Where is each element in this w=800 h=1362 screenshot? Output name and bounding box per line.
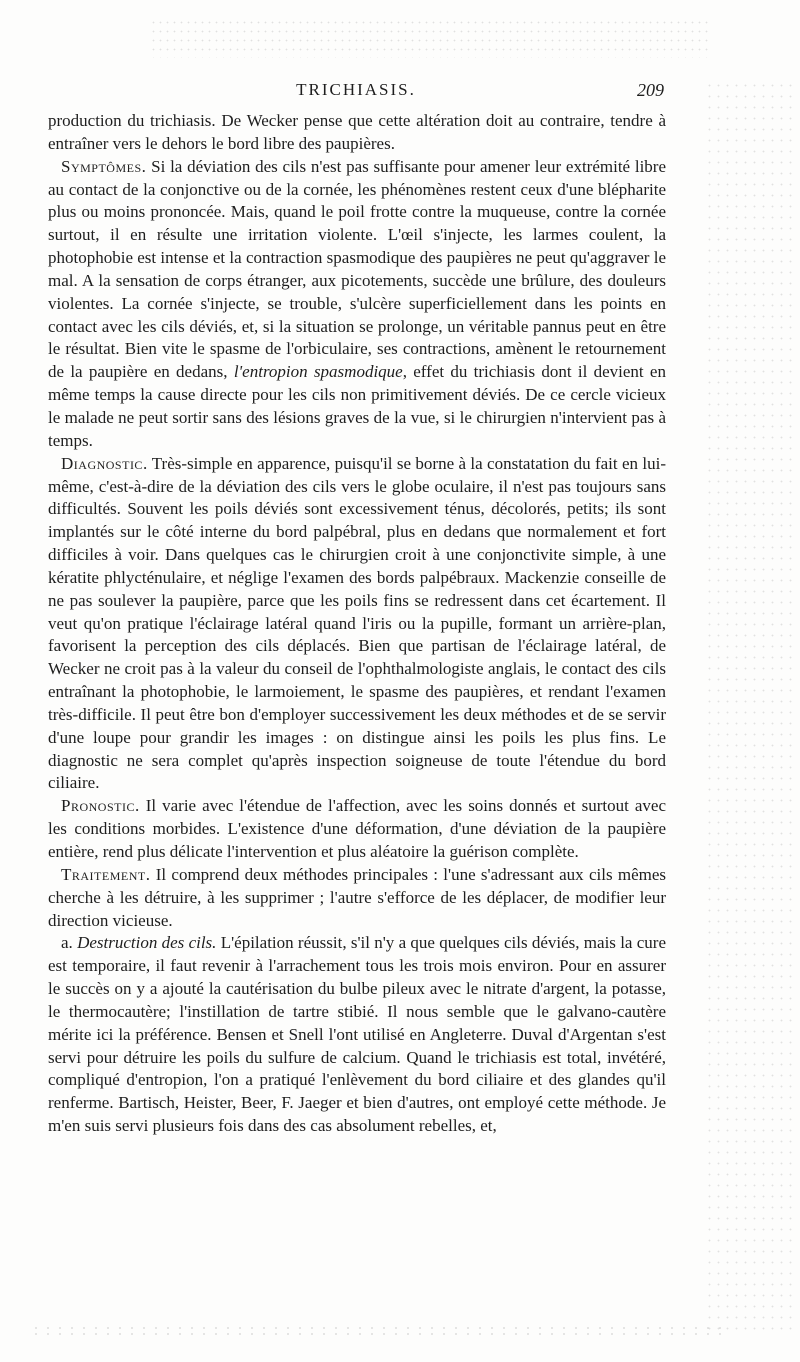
running-header <box>48 78 664 102</box>
scan-noise-bottom <box>30 1325 730 1339</box>
section-heading-symptomes: Symptômes. <box>61 156 147 176</box>
traitement-text: Il comprend deux méthodes principales : l'une s'adressant aux cils mêmes cherche à les détruire, à les supprimer ; l'autre s'efforce de les déplacer, de modifier leur direction vicieuse. <box>48 864 666 930</box>
symptomes-emphasis: l'entropion spasmodique <box>233 362 403 382</box>
pronostic-text: Il varie avec l'étendue de l'affection, avec les soins donnés et surtout avec les conditions morbides. L'existence d'une déformation, d'une déviation de la paupière entière, rend plus délicate l'intervention et plus aléatoire la guérison complète. <box>48 796 666 861</box>
diagnostic-text: Très-simple en apparence, puisqu'il se borne à la constatation du fait en lui-même, c'est-à-dire de la déviation des cils vers le globe oculaire, il n'est pas toujours sans difficultés. Souvent les poils déviés sont excessivement ténus, décolorés, petits; ils sont implantés sur le côté interne du bord palpébral, plus en dedans que normalement et fort difficiles à voir. Dans quelques cas le chirurgien croit à une conjonctivite simple, à une kératite phlycténulaire, et néglige l'examen des bords palpébraux. Mackenzie conseille de ne pas soulever la paupière, parce que les poils fins se redressent dans cet écartement. Il veut qu'on pratique l'éclairage latéral quand l'iris ou la pupille, formant un arrière-plan, favorisent la perception des cils déplacés. Bien que partisan de l'éclairage latéral, de Wecker ne croit pas à la valeur du conseil de l'ophthalmologiste anglais, le contact des cils entraînant la photophobie, le larmoiement, le spasme des paupières, et rendant l'examen très-difficile. Il peut être bon d'employer successivement les deux méthodes et de se servir d'une loupe pour grandir les images : on distingue ainsi les poils les plus fins. Le diagnostic ne sera complet qu'après inspection soigneuse de toute l'étendue du bord ciliaire. <box>48 453 666 793</box>
section-heading-diagnostic: Diagnostic. <box>61 453 148 473</box>
scan-noise-right <box>705 80 793 1330</box>
paragraph-intro <box>48 110 666 156</box>
body-text <box>48 110 666 1138</box>
page-number: 209 <box>637 80 664 100</box>
subsection-heading-destruction: Destruction des cils. <box>77 933 217 953</box>
symptomes-text-1: Si la déviation des cils n'est pas suffisante pour amener leur extrémité libre au contact de la conjonctive ou de la cornée, les phénomènes restent ceux d'une blépharite plus ou moins prononcée. Mais, quand le poil frotte contre la muqueuse, contre la cornée surtout, il en résulte une irritation violente. L'œil s'injecte, les larmes coulent, la photophobie est intense et la contraction spasmodique des paupières ne peut qu'aggraver le mal. A la sensation de corps étranger, aux picotements, succède une brûlure, des douleurs violentes. La cornée s'injecte, se trouble, s'ulcère superficiellement dans les points en contact avec les cils déviés, et, si la situation se prolonge, un véritable pannus peut en être le résultat. Bien vite le spasme de l'orbiculaire, ses contractions, amènent le retournement de la paupière en dedans, <box>48 156 666 382</box>
paragraph-symptomes <box>48 156 666 453</box>
paragraph-diagnostic <box>48 453 666 796</box>
paragraph-destruction <box>48 932 666 1138</box>
section-heading-traitement: Traitement. <box>61 864 151 884</box>
section-heading-pronostic: Pronostic. <box>61 796 140 816</box>
running-title: TRICHIASIS. <box>296 80 416 99</box>
scan-noise-top <box>150 18 710 58</box>
destruction-text: L'épilation réussit, s'il n'y a que quelques cils déviés, mais la cure est temporaire, il faut revenir à l'arrachement tous les trois mois environ. Pour en assurer le succès on y a ajouté la cautérisation du bulbe pileux avec le nitrate d'argent, la potasse, le thermocautère; l'instillation de tartre stibié. Il nous semble que le galvano-cautère mérite ici la préférence. Bensen et Snell l'ont utilisé en Angleterre. Duval d'Argentan s'est servi pour détruire les poils du sulfure de calcium. Quand le trichiasis est total, invétéré, compliqué d'entropion, l'on a pratiqué l'enlèvement du bord ciliaire et des glandes qu'il renferme. Bartisch, Heister, Beer, F. Jaeger et bien d'autres, ont employé cette méthode. Je m'en suis servi plusieurs fois dans des cas absolument rebelles, et, <box>48 933 666 1136</box>
paragraph-traitement <box>48 864 666 933</box>
symptomes-text-2: , effet du trichiasis dont il devient en même temps la cause directe pour les cils non primitivement déviés. De ce cercle vicieux le malade ne peut sortir sans des lésions graves de la vue, si le chirurgien n'intervient pas à temps. <box>48 362 666 450</box>
subsection-label: a. <box>61 933 78 953</box>
paragraph-pronostic <box>48 795 666 864</box>
intro-text: production du trichiasis. De Wecker pense que cette altération doit au contraire, tendre à entraîner vers le dehors le bord libre des paupières. <box>48 111 666 153</box>
